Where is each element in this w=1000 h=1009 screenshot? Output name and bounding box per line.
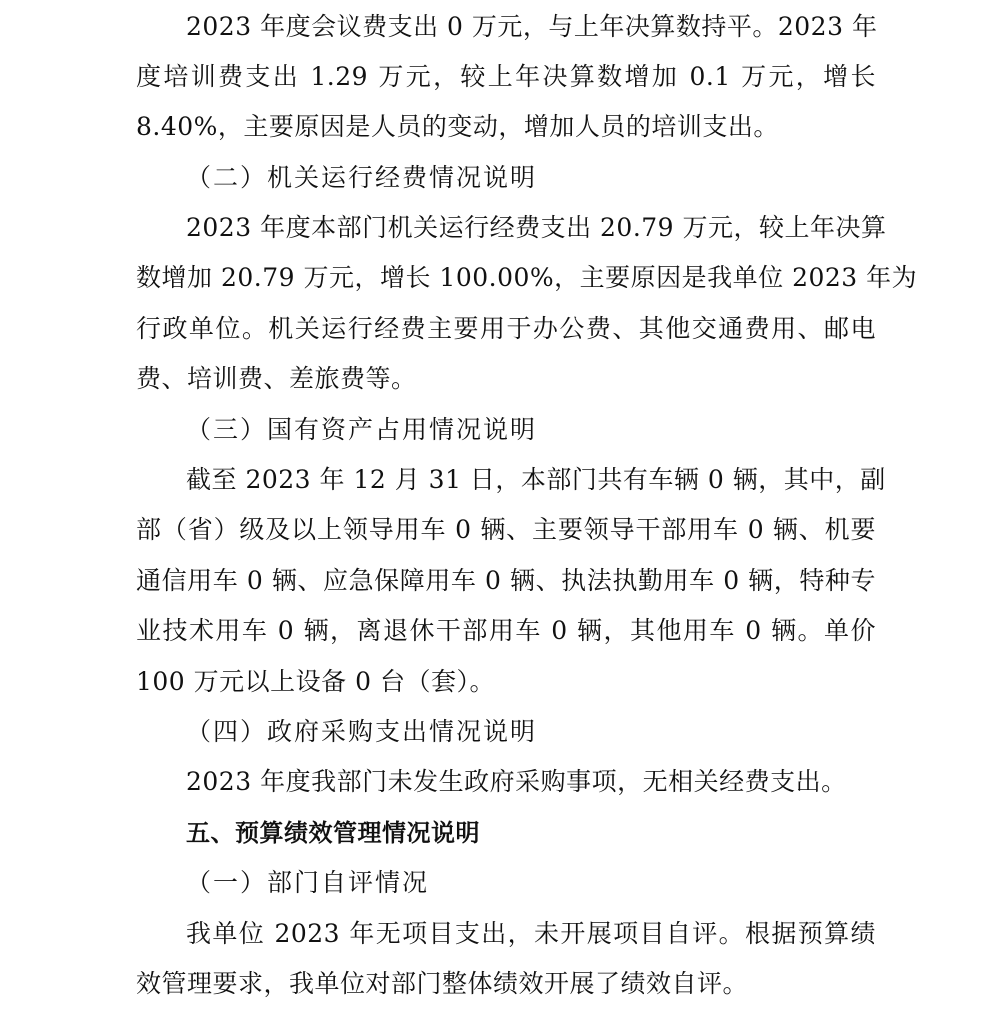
paragraph-line: 2023 年度会议费支出 0 万元，与上年决算数持平。2023 年 — [186, 12, 878, 41]
section-heading: （二）机关运行经费情况说明 — [186, 163, 538, 192]
paragraph-line: 通信用车 0 辆、应急保障用车 0 辆、执法执勤用车 0 辆，特种专 — [136, 566, 876, 595]
section-heading: （四）政府采购支出情况说明 — [186, 717, 538, 746]
paragraph-line: 2023 年度本部门机关运行经费支出 20.79 万元，较上年决算 — [186, 213, 887, 242]
paragraph-line: 费、培训费、差旅费等。 — [136, 364, 417, 393]
paragraph-line: 业技术用车 0 辆，离退休干部用车 0 辆，其他用车 0 辆。单价 — [136, 616, 876, 645]
chapter-heading: 五、预算绩效管理情况说明 — [186, 819, 480, 847]
paragraph-line: 8.40%，主要原因是人员的变动，增加人员的培训支出。 — [136, 112, 779, 141]
paragraph-line: 数增加 20.79 万元，增长 100.00%，主要原因是我单位 2023 年为 — [136, 263, 918, 292]
paragraph-line: 我单位 2023 年无项目支出，未开展项目自评。根据预算绩 — [186, 919, 876, 948]
paragraph-line: 截至 2023 年 12 月 31 日，本部门共有车辆 0 辆，其中，副 — [186, 465, 886, 494]
paragraph-line: 100 万元以上设备 0 台（套）。 — [136, 667, 495, 696]
paragraph-line: 度培训费支出 1.29 万元，较上年决算数增加 0.1 万元，增长 — [136, 62, 876, 91]
paragraph-line: 部（省）级及以上领导用车 0 辆、主要领导干部用车 0 辆、机要 — [136, 515, 876, 544]
paragraph-line: 效管理要求，我单位对部门整体绩效开展了绩效自评。 — [136, 969, 749, 998]
paragraph-line: 2023 年度我部门未发生政府采购事项，无相关经费支出。 — [186, 767, 847, 796]
section-heading: （三）国有资产占用情况说明 — [186, 415, 538, 444]
section-heading: （一）部门自评情况 — [186, 868, 430, 897]
paragraph-line: 行政单位。机关运行经费主要用于办公费、其他交通费用、邮电 — [136, 314, 876, 343]
